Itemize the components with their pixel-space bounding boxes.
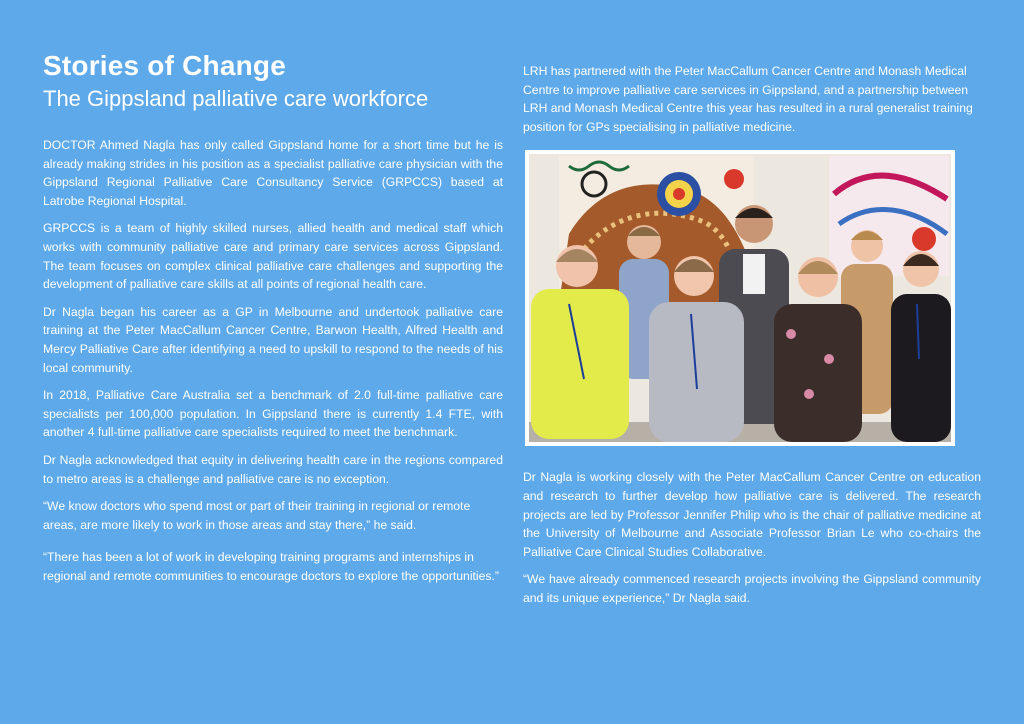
paragraph-quote-training: “There has been a lot of work in developing training programs and internships in regional and remote communities to encourage doctors to explore the opportunities.” [43, 550, 499, 583]
paragraph-quote-research: “We have already commenced research projects involving the Gippsland community and its unique experience,” Dr Nagla said. [523, 572, 981, 605]
paragraph-benchmark: In 2018, Palliative Care Australia set a benchmark of 2.0 full-time palliative care specialists per 100,000 population. In Gippsland there is currently 1.4 FTE, with another 4 full-time palliative care specialists required to meet the benchmark. [43, 388, 503, 440]
team-photo-illustration [529, 154, 951, 442]
right-column [523, 62, 981, 617]
right-lower-text [523, 468, 981, 607]
paragraph-equity: Dr Nagla acknowledged that equity in delivering health care in the regions compared to metro areas is a challenge and palliative care is no exception. [43, 452, 503, 486]
team-photo-frame [525, 150, 955, 446]
paragraph-quote-regional: “We know doctors who spend most or part of their training in regional or remote areas, are more likely to work in those areas and stay there,” he said. [43, 499, 471, 532]
paragraph-research: Dr Nagla is working closely with the Peter MacCallum Cancer Centre on education and research to further develop how palliative care is delivered. The research projects are led by Professor Jennifer Philip who is the chair of palliative medicine at the University of Melbourne and Associate Professor Brian Le who co-chairs the Palliative Care Clinical Studies Collaborative. [523, 470, 981, 559]
paragraph-intro: DOCTOR Ahmed Nagla has only called Gippsland home for a short time but he is already making strides in his position as a specialist palliative care physician with the Gippsland Regional Palliative Care Consultancy Service (GRPCCS) based at Latrobe Regional Hospital. [43, 138, 503, 208]
article-title: Stories of Change [43, 50, 286, 81]
team-photo [529, 154, 951, 442]
paragraph-partnership: LRH has partnered with the Peter MacCallum Cancer Centre and Monash Medical Centre to improve palliative care services in Gippsland, and a partnership between LRH and Monash Medical Centre this year has resulted in a rural generalist training position for GPs specialising in palliative medicine. [523, 64, 973, 134]
article-subtitle: The Gippsland palliative care workforce [43, 86, 429, 111]
paragraph-grpccs: GRPCCS is a team of highly skilled nurses, allied health and medical staff which works with community palliative care and primary care services across Gippsland. The team focuses on complex clinical palliative care challenges and supporting the development of palliative care skills at all points of regional health care. [43, 221, 503, 292]
paragraph-career: Dr Nagla began his career as a GP in Melbourne and undertook palliative care training at the Peter MacCallum Cancer Centre, Barwon Health, Alfred Health and Mercy Palliative Care after identifying a need to upskill to respond to the needs of his local community. [43, 304, 503, 375]
left-column [43, 48, 503, 594]
